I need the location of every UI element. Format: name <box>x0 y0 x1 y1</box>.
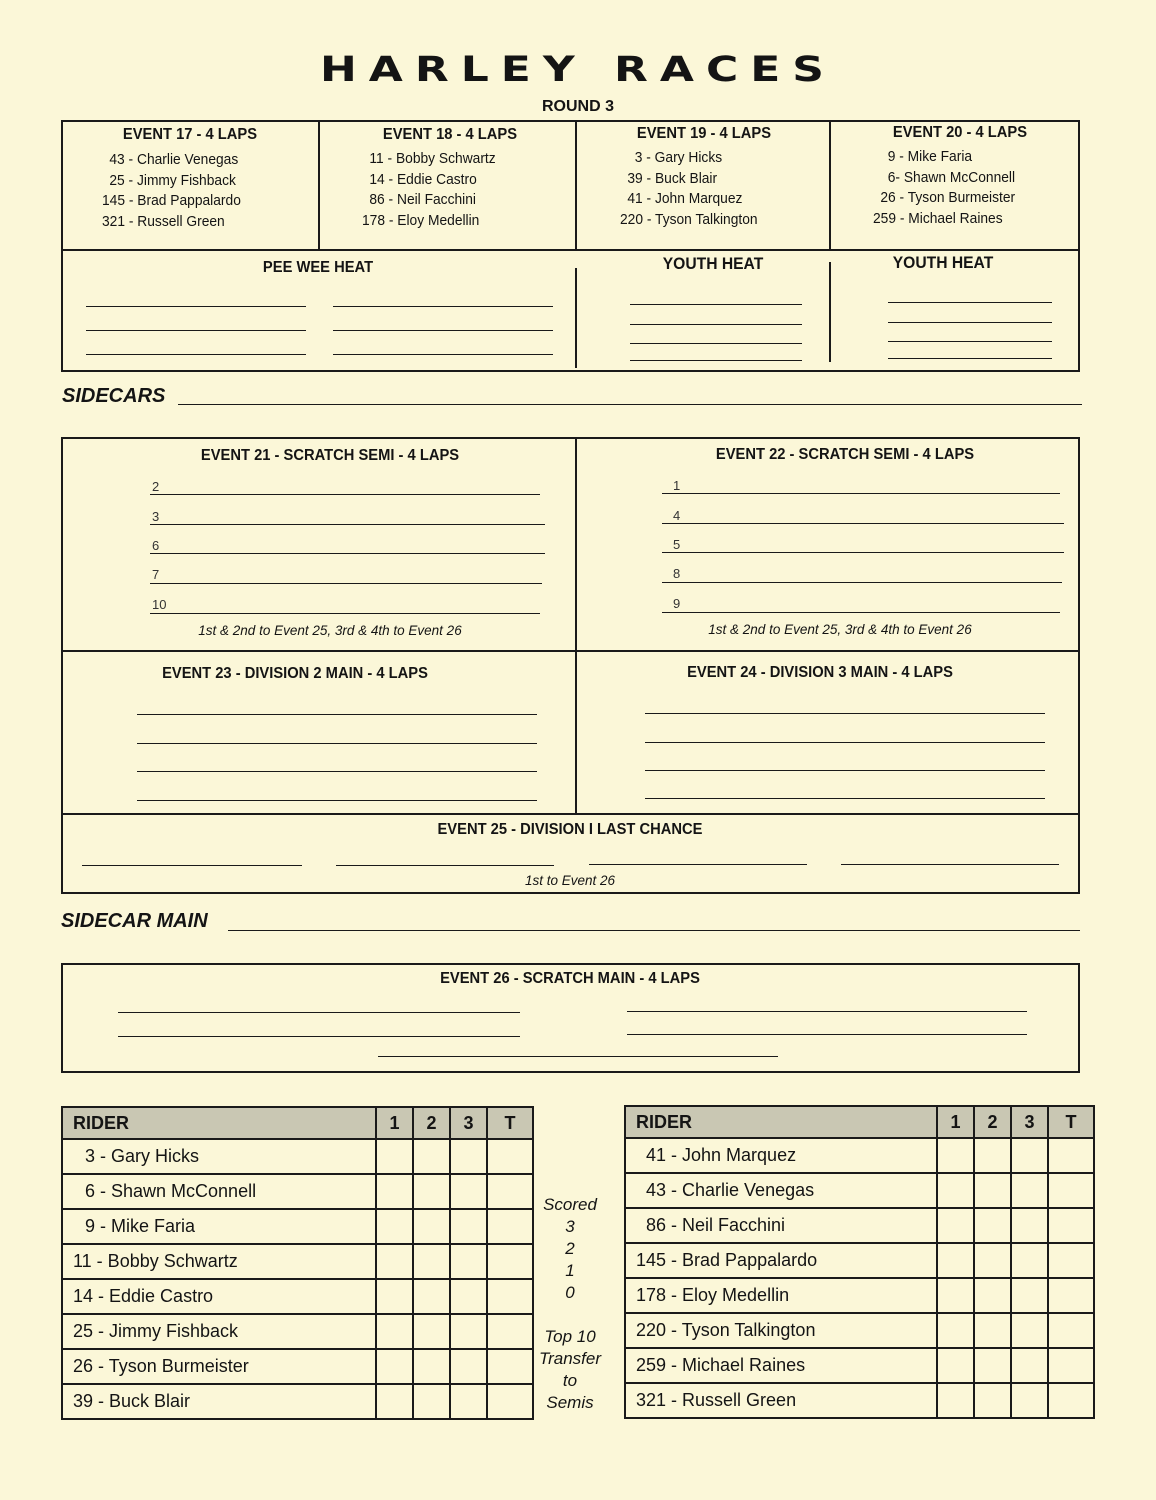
list-item: 11 - Bobby Schwartz <box>369 150 496 167</box>
score-cell[interactable] <box>1011 1313 1048 1348</box>
list-item: 43 - Charlie Venegas <box>109 151 239 168</box>
score-cell[interactable] <box>937 1173 974 1208</box>
entry-line[interactable] <box>662 612 1060 613</box>
pee-wee-line[interactable] <box>86 354 306 355</box>
total-cell[interactable] <box>1048 1138 1094 1173</box>
youth-heat-1-header: YOUTH HEAT <box>662 254 764 273</box>
event-17-header: EVENT 17 - 4 LAPS <box>122 126 258 143</box>
youth-heat-line[interactable] <box>888 322 1052 323</box>
youth-heat-line[interactable] <box>630 343 802 344</box>
total-cell[interactable] <box>487 1139 533 1174</box>
entry-line[interactable] <box>662 523 1064 524</box>
score-cell[interactable] <box>937 1313 974 1348</box>
score-cell[interactable] <box>376 1209 413 1244</box>
event-19-header: EVENT 19 - 4 LAPS <box>636 125 772 142</box>
rider-name: 14 - Eddie Castro <box>62 1279 376 1314</box>
score-cell[interactable] <box>974 1138 1011 1173</box>
table-row <box>625 1208 1094 1243</box>
list-item: 220 - Tyson Talkington <box>620 210 758 228</box>
score-cell[interactable] <box>1011 1173 1048 1208</box>
score-cell[interactable] <box>450 1384 487 1419</box>
entry-line[interactable] <box>645 798 1045 799</box>
event-18-riders <box>362 149 496 231</box>
entry-line[interactable] <box>645 770 1045 771</box>
scored-label: Scored <box>543 1195 597 1214</box>
pee-wee-line[interactable] <box>86 306 306 307</box>
total-cell[interactable] <box>487 1314 533 1349</box>
event-25-header: EVENT 25 - DIVISION I LAST CHANCE <box>437 821 703 838</box>
score-table-right <box>624 1105 1095 1419</box>
position-number: 7 <box>152 567 160 582</box>
rider-name: 178 - Eloy Medellin <box>625 1278 937 1313</box>
score-cell[interactable] <box>1011 1278 1048 1313</box>
position-number: 6 <box>152 538 160 553</box>
table-row <box>62 1279 533 1314</box>
total-header: T <box>1048 1106 1094 1138</box>
entry-line[interactable] <box>627 1034 1027 1035</box>
score-cell[interactable] <box>450 1349 487 1384</box>
list-item: 145 - Brad Pappalardo <box>102 192 241 209</box>
rider-name: 259 - Michael Raines <box>625 1348 937 1383</box>
youth-heat-line[interactable] <box>630 304 802 305</box>
list-item: 321 - Russell Green <box>102 212 225 230</box>
position-number: 8 <box>673 566 681 581</box>
entry-line[interactable] <box>662 582 1062 583</box>
heat-2-header: 2 <box>974 1106 1011 1138</box>
score-cell[interactable] <box>974 1348 1011 1383</box>
transfer-text: Top 10 <box>544 1327 596 1346</box>
score-cell[interactable] <box>1011 1383 1048 1418</box>
position-number: 3 <box>152 509 160 524</box>
rider-name: 41 - John Marquez <box>625 1138 937 1173</box>
event-20-header: EVENT 20 - 4 LAPS <box>892 124 1028 141</box>
pee-wee-line[interactable] <box>333 354 553 355</box>
score-cell[interactable] <box>413 1174 450 1209</box>
event-22-header: EVENT 22 - SCRATCH SEMI - 4 LAPS <box>715 446 975 463</box>
score-cell[interactable] <box>450 1209 487 1244</box>
score-cell[interactable] <box>376 1244 413 1279</box>
rider-name: 39 - Buck Blair <box>62 1384 376 1419</box>
score-cell[interactable] <box>450 1314 487 1349</box>
rider-name: 43 - Charlie Venegas <box>625 1173 937 1208</box>
score-cell[interactable] <box>974 1243 1011 1278</box>
list-item: 41 - John Marquez <box>627 190 743 207</box>
table-row <box>62 1139 533 1174</box>
rider-name: 11 - Bobby Schwartz <box>62 1244 376 1279</box>
score-cell[interactable] <box>1011 1243 1048 1278</box>
score-cell[interactable] <box>974 1313 1011 1348</box>
event-21-header: EVENT 21 - SCRATCH SEMI - 4 LAPS <box>200 447 460 464</box>
entry-line[interactable] <box>137 743 537 744</box>
table-row <box>625 1278 1094 1313</box>
youth-heat-line[interactable] <box>630 360 802 361</box>
entry-line[interactable] <box>150 494 540 495</box>
entry-line[interactable] <box>336 865 554 866</box>
table-row <box>62 1209 533 1244</box>
position-number: 2 <box>152 479 160 494</box>
score-cell[interactable] <box>937 1278 974 1313</box>
pee-wee-line[interactable] <box>333 306 553 307</box>
rider-name: 6 - Shawn McConnell <box>62 1174 376 1209</box>
list-item: 25 - Jimmy Fishback <box>109 171 236 189</box>
score-cell[interactable] <box>1011 1348 1048 1383</box>
table-row <box>625 1173 1094 1208</box>
entry-line[interactable] <box>150 583 542 584</box>
entry-line[interactable] <box>841 864 1059 865</box>
round-label: ROUND 3 <box>541 98 614 115</box>
score-cell[interactable] <box>413 1349 450 1384</box>
total-cell[interactable] <box>1048 1313 1094 1348</box>
total-cell[interactable] <box>1048 1208 1094 1243</box>
event-19-riders <box>620 148 758 230</box>
score-cell[interactable] <box>450 1279 487 1314</box>
score-cell[interactable] <box>974 1278 1011 1313</box>
event-20-riders <box>873 147 1015 229</box>
event-25-note: 1st to Event 26 <box>524 873 616 888</box>
list-item: 86 - Neil Facchini <box>369 191 476 208</box>
score-table-left <box>61 1106 534 1420</box>
total-cell[interactable] <box>487 1279 533 1314</box>
score-cell[interactable] <box>937 1348 974 1383</box>
rider-name: 3 - Gary Hicks <box>62 1139 376 1174</box>
score-cell[interactable] <box>937 1383 974 1418</box>
total-cell[interactable] <box>487 1174 533 1209</box>
score-cell[interactable] <box>937 1138 974 1173</box>
entry-line[interactable] <box>118 1012 520 1013</box>
rider-column-header: RIDER <box>62 1107 376 1139</box>
transfer-text: Semis <box>546 1393 594 1412</box>
list-item: 26 - Tyson Burmeister <box>880 189 1016 206</box>
score-cell[interactable] <box>937 1243 974 1278</box>
event-17-riders <box>102 150 241 232</box>
youth-heat-line[interactable] <box>888 358 1052 359</box>
entry-line[interactable] <box>137 771 537 772</box>
position-number: 4 <box>673 508 681 523</box>
total-cell[interactable] <box>487 1349 533 1384</box>
event-24-header: EVENT 24 - DIVISION 3 MAIN - 4 LAPS <box>687 664 953 681</box>
total-cell[interactable] <box>487 1384 533 1419</box>
youth-heat-line[interactable] <box>630 324 802 325</box>
points-value: 2 <box>565 1239 575 1258</box>
table-row <box>625 1138 1094 1173</box>
heat-3-header: 3 <box>450 1107 487 1139</box>
scoring-note <box>528 1194 612 1414</box>
event-23-header: EVENT 23 - DIVISION 2 MAIN - 4 LAPS <box>162 665 428 682</box>
sidecar-main-label: SIDECAR MAIN <box>61 910 208 932</box>
entry-line[interactable] <box>645 742 1045 743</box>
table-row <box>625 1383 1094 1418</box>
position-number: 9 <box>673 596 681 611</box>
rider-name: 9 - Mike Faria <box>62 1209 376 1244</box>
points-value: 0 <box>565 1283 575 1302</box>
position-number: 5 <box>673 537 681 552</box>
heat-1-header: 1 <box>376 1107 413 1139</box>
rider-name: 145 - Brad Pappalardo <box>625 1243 937 1278</box>
total-header: T <box>487 1107 533 1139</box>
entry-line[interactable] <box>645 713 1045 714</box>
score-cell[interactable] <box>974 1173 1011 1208</box>
youth-heat-line[interactable] <box>888 302 1052 303</box>
event-22-note: 1st & 2nd to Event 25, 3rd & 4th to Event 26 <box>708 622 972 637</box>
table-row <box>62 1174 533 1209</box>
table-row <box>62 1314 533 1349</box>
score-cell[interactable] <box>376 1314 413 1349</box>
entry-line[interactable] <box>378 1056 778 1057</box>
score-cell[interactable] <box>413 1139 450 1174</box>
youth-heat-2-header: YOUTH HEAT <box>892 253 994 272</box>
table-row <box>625 1348 1094 1383</box>
score-cell[interactable] <box>974 1208 1011 1243</box>
rider-name: 321 - Russell Green <box>625 1383 937 1418</box>
score-cell[interactable] <box>450 1139 487 1174</box>
score-cell[interactable] <box>974 1383 1011 1418</box>
points-value: 3 <box>565 1217 575 1236</box>
event-18-header: EVENT 18 - 4 LAPS <box>382 126 518 143</box>
heat-3-header: 3 <box>1011 1106 1048 1138</box>
total-cell[interactable] <box>1048 1243 1094 1278</box>
heat-1-header: 1 <box>937 1106 974 1138</box>
total-cell[interactable] <box>1048 1173 1094 1208</box>
score-cell[interactable] <box>376 1349 413 1384</box>
entry-line[interactable] <box>150 524 545 525</box>
sidecars-label: SIDECARS <box>62 385 166 407</box>
event-26-header: EVENT 26 - SCRATCH MAIN - 4 LAPS <box>440 970 700 987</box>
rider-name: 25 - Jimmy Fishback <box>62 1314 376 1349</box>
entry-line[interactable] <box>589 864 807 865</box>
youth-heat-line[interactable] <box>888 341 1052 342</box>
score-cell[interactable] <box>450 1174 487 1209</box>
score-cell[interactable] <box>413 1279 450 1314</box>
score-cell[interactable] <box>376 1139 413 1174</box>
entry-line[interactable] <box>662 552 1064 553</box>
list-item: 259 - Michael Raines <box>873 209 1003 227</box>
position-number: 1 <box>673 478 681 493</box>
score-cell[interactable] <box>413 1314 450 1349</box>
score-cell[interactable] <box>376 1279 413 1314</box>
entry-line[interactable] <box>137 800 537 801</box>
rider-name: 220 - Tyson Talkington <box>625 1313 937 1348</box>
total-cell[interactable] <box>1048 1278 1094 1313</box>
list-item: 39 - Buck Blair <box>627 169 718 187</box>
list-item: 9 - Mike Faria <box>887 148 973 165</box>
transfer-text: Transfer <box>538 1349 602 1368</box>
entry-line[interactable] <box>82 865 302 866</box>
entry-line[interactable] <box>118 1036 520 1037</box>
entry-line[interactable] <box>137 714 537 715</box>
rider-name: 86 - Neil Facchini <box>625 1208 937 1243</box>
score-cell[interactable] <box>937 1208 974 1243</box>
score-cell[interactable] <box>413 1209 450 1244</box>
list-item: 178 - Eloy Medellin <box>362 211 480 229</box>
page-title: HARLEY RACES <box>319 50 836 90</box>
table-row <box>62 1349 533 1384</box>
total-cell[interactable] <box>487 1209 533 1244</box>
pee-wee-heat-header: PEE WEE HEAT <box>262 259 374 276</box>
list-item: 3 - Gary Hicks <box>634 149 723 166</box>
score-cell[interactable] <box>376 1174 413 1209</box>
heat-2-header: 2 <box>413 1107 450 1139</box>
pee-wee-line[interactable] <box>86 330 306 331</box>
table-row <box>625 1313 1094 1348</box>
score-cell[interactable] <box>413 1384 450 1419</box>
score-cell[interactable] <box>1011 1208 1048 1243</box>
transfer-text: to <box>562 1371 578 1390</box>
score-cell[interactable] <box>376 1384 413 1419</box>
event-21-note: 1st & 2nd to Event 25, 3rd & 4th to Event 26 <box>198 623 462 638</box>
entry-line[interactable] <box>627 1011 1027 1012</box>
table-row <box>625 1243 1094 1278</box>
rider-column-header: RIDER <box>625 1106 937 1138</box>
list-item: 14 - Eddie Castro <box>369 170 477 188</box>
points-value: 1 <box>565 1261 575 1280</box>
entry-line[interactable] <box>150 553 545 554</box>
score-cell[interactable] <box>413 1244 450 1279</box>
list-item: 6- Shawn McConnell <box>887 168 1016 186</box>
score-cell[interactable] <box>450 1244 487 1279</box>
total-cell[interactable] <box>1048 1348 1094 1383</box>
table-row <box>62 1244 533 1279</box>
entry-line[interactable] <box>150 613 540 614</box>
total-cell[interactable] <box>1048 1383 1094 1418</box>
entry-line[interactable] <box>662 493 1060 494</box>
pee-wee-line[interactable] <box>333 330 553 331</box>
rider-name: 26 - Tyson Burmeister <box>62 1349 376 1384</box>
score-cell[interactable] <box>1011 1138 1048 1173</box>
table-row <box>62 1384 533 1419</box>
position-number: 10 <box>152 597 167 612</box>
total-cell[interactable] <box>487 1244 533 1279</box>
